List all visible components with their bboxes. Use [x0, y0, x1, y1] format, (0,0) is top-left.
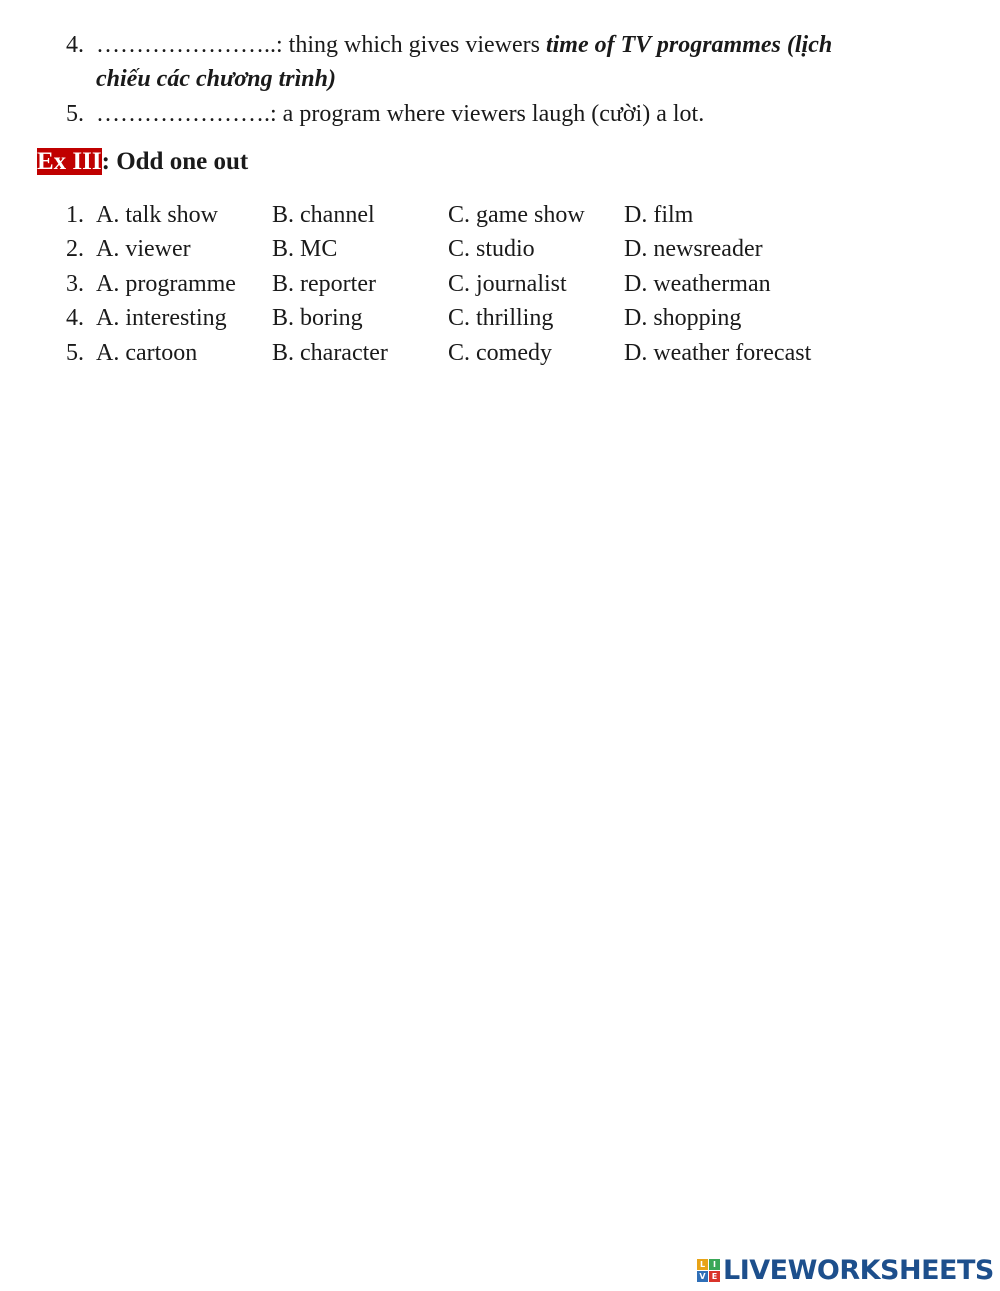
logo-icon-tile: L: [697, 1259, 708, 1270]
option-d[interactable]: D. weather forecast: [624, 340, 812, 366]
option-b[interactable]: B. MC: [272, 236, 338, 262]
question-number: 3.: [66, 271, 84, 297]
option-c[interactable]: C. game show: [448, 202, 585, 228]
option-c[interactable]: C. comedy: [448, 340, 552, 366]
option-d[interactable]: D. newsreader: [624, 236, 763, 262]
option-c[interactable]: C. journalist: [448, 271, 567, 297]
exercise-heading: [37, 148, 248, 176]
option-c[interactable]: C. thrilling: [448, 305, 554, 331]
option-b[interactable]: B. reporter: [272, 271, 376, 297]
option-a[interactable]: A. viewer: [96, 236, 191, 262]
option-a[interactable]: A. talk show: [96, 202, 218, 228]
option-b[interactable]: B. channel: [272, 202, 375, 228]
exercise-title: : Odd one out: [101, 148, 249, 175]
option-d[interactable]: D. film: [624, 202, 694, 228]
logo-icon-tile: V: [697, 1271, 708, 1282]
logo-icon-tile: E: [709, 1271, 720, 1282]
definition-emphasis-continued: chiếu các chương trình): [96, 66, 336, 92]
question-number: 4.: [66, 305, 84, 331]
option-a[interactable]: A. cartoon: [96, 340, 198, 366]
question-number: 2.: [66, 236, 84, 262]
logo-text: LIVEWORKSHEETS: [723, 1254, 994, 1286]
definition-text: a program where viewers laugh (cười) a lot.: [276, 101, 705, 127]
exercise-tag: Ex III: [37, 148, 102, 175]
question-number: 1.: [66, 202, 84, 228]
answer-blank[interactable]: …………………..:: [96, 32, 283, 58]
definition-item: [96, 32, 832, 59]
question-number: 5.: [66, 340, 84, 366]
definition-text: thing which gives viewers: [282, 32, 546, 58]
option-a[interactable]: A. programme: [96, 271, 236, 297]
logo-icon: [697, 1259, 720, 1282]
option-d[interactable]: D. shopping: [624, 305, 742, 331]
definition-number: 5.: [66, 101, 84, 127]
option-b[interactable]: B. character: [272, 340, 388, 366]
logo-icon-tile: I: [709, 1259, 720, 1270]
liveworksheets-logo: [697, 1254, 994, 1286]
option-a[interactable]: A. interesting: [96, 305, 227, 331]
answer-blank[interactable]: ………………….:: [96, 101, 277, 127]
option-b[interactable]: B. boring: [272, 305, 363, 331]
option-d[interactable]: D. weatherman: [624, 271, 771, 297]
definition-number: 4.: [66, 32, 84, 58]
definition-item: [96, 101, 704, 128]
definition-emphasis: time of TV programmes (lịch: [545, 32, 833, 58]
option-c[interactable]: C. studio: [448, 236, 535, 262]
